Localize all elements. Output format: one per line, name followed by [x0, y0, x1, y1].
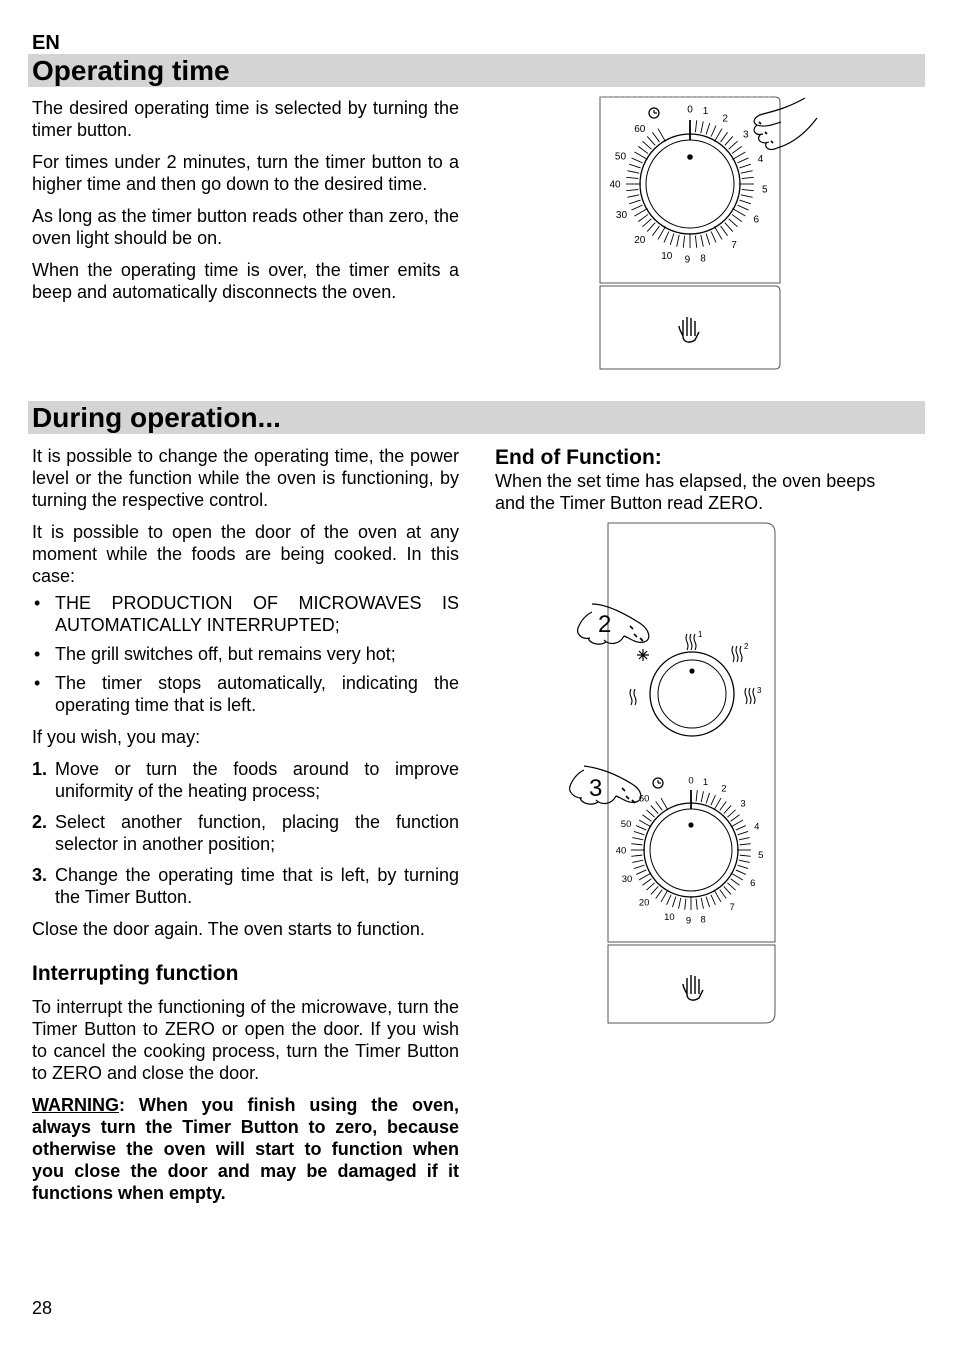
scale-tick: [732, 152, 745, 160]
scale-tick: [738, 831, 748, 834]
scale-tick: [661, 798, 668, 810]
language-code: EN: [32, 32, 60, 54]
timer-knob: [640, 134, 740, 234]
power-label: 2: [744, 642, 749, 651]
timer-scale-label: 3: [742, 129, 749, 141]
scale-tick: [724, 886, 731, 894]
scale-tick: [739, 164, 750, 168]
scale-tick: [651, 805, 658, 813]
paragraph: The desired operating time is selected by turning the timer button.: [32, 98, 459, 140]
timer-scale-label: 30: [615, 210, 628, 222]
scale-tick: [715, 226, 723, 239]
step-text: Select another function, placing the function selector in another position;: [55, 812, 459, 854]
timer-scale-label: 30: [621, 873, 633, 885]
scale-tick: [720, 890, 726, 899]
scale-tick: [738, 865, 748, 868]
timer-scale-label: 9: [684, 254, 691, 266]
paragraph: Close the door again. The oven starts to function.: [32, 919, 425, 939]
timer-scale-label: 4: [757, 153, 764, 165]
scale-tick: [664, 232, 669, 243]
paragraph: To interrupt the functioning of the microwave, turn the Timer Button to ZERO or open the door. If you wish to cancel the cooking process, turn the Timer Button to ZERO and close the door.: [32, 997, 459, 1083]
scale-tick: [727, 810, 735, 817]
scale-tick: [740, 844, 751, 845]
scale-tick: [631, 844, 642, 845]
timer-scale-label: 60: [634, 123, 646, 135]
timer-scale-label: 20: [638, 897, 650, 909]
scale-tick: [652, 226, 659, 236]
scale-tick: [652, 132, 659, 142]
scale-tick: [701, 898, 703, 909]
step-number: 3.: [32, 865, 48, 885]
scale-tick: [711, 795, 715, 805]
timer-scale-ticks: [626, 120, 754, 248]
scale-tick: [738, 158, 749, 163]
scale-tick: [639, 820, 651, 827]
scale-tick: [631, 855, 642, 856]
section-title: Operating time: [32, 55, 230, 86]
scale-tick: [632, 205, 643, 210]
scale-tick: [642, 879, 651, 885]
timer-scale-label: 50: [614, 151, 627, 163]
defrost-icon: [637, 649, 649, 661]
pointing-hand-icon: [578, 604, 649, 644]
timer-scale-label: 10: [661, 250, 673, 262]
scale-tick: [739, 838, 750, 840]
scale-tick: [711, 895, 715, 905]
scale-tick: [685, 899, 686, 910]
scale-tick: [701, 235, 703, 247]
paragraph: If you wish, you may:: [32, 727, 201, 747]
warning-text: : When you finish using the oven, always turn the Timer Button to zero, because otherwise the oven will start to function when you close the door and may be damaged if it functions when empty.: [32, 1095, 459, 1203]
scale-tick: [711, 126, 716, 137]
scale-tick: [636, 870, 646, 874]
scale-tick: [646, 810, 654, 817]
scale-tick: [670, 233, 674, 244]
numbered-list: [32, 758, 459, 908]
scale-tick: [715, 129, 723, 142]
section-title: During operation...: [32, 402, 281, 433]
scale-tick: [739, 200, 750, 204]
timer-scale-label: 0: [687, 104, 693, 116]
scale-tick: [714, 890, 721, 902]
timer-scale-label: 40: [615, 845, 627, 857]
scale-tick: [635, 209, 648, 217]
scale-tick: [634, 831, 644, 834]
scale-tick: [731, 873, 743, 880]
scale-tick: [742, 189, 754, 190]
scale-tick: [683, 236, 684, 248]
power-label: 1: [698, 630, 703, 639]
scale-tick: [696, 790, 697, 801]
scale-tick: [701, 791, 703, 802]
operating-time-text: [32, 97, 459, 313]
clock-icon: [653, 778, 663, 788]
timer-scale-label: 2: [721, 783, 727, 795]
paragraph: It is possible to change the operating time, the power level or the function while the oven is functioning, by turning the respective control.: [32, 446, 459, 510]
warning-paragraph: [32, 1094, 459, 1204]
scale-tick: [706, 897, 709, 907]
timer-scale-label: 8: [700, 253, 706, 265]
scale-tick: [639, 873, 651, 880]
list-item: [32, 758, 459, 802]
scale-tick: [626, 189, 638, 190]
scale-tick: [656, 801, 662, 810]
scale-tick: [667, 895, 671, 905]
scale-tick: [679, 898, 681, 909]
during-operation-text: [32, 445, 459, 1214]
scale-tick: [738, 205, 749, 210]
scale-tick: [731, 820, 743, 827]
paragraph: For times under 2 minutes, turn the timer button to a higher time and then go down to the desired time.: [32, 152, 459, 194]
timer-scale-label: 5: [758, 850, 764, 862]
section-during-operation-heading: [28, 401, 925, 434]
timer-scale-label: 6: [750, 878, 756, 890]
step-text: Change the operating time that is left, by turning the Timer Button.: [55, 865, 459, 907]
subheading-interrupting: Interrupting function: [32, 962, 239, 985]
scale-tick: [638, 215, 648, 222]
control-panel-illustration: [560, 518, 790, 1030]
scale-tick: [732, 215, 742, 222]
scale-tick: [741, 171, 753, 173]
list-item: • THE PRODUCTION OF MICROWAVES IS AUTOMATICALLY INTERRUPTED;: [32, 592, 459, 636]
scale-tick: [638, 146, 648, 153]
list-item: [32, 811, 459, 855]
timer-scale-label: 3: [740, 798, 746, 810]
callout-number: 2: [598, 611, 612, 638]
scale-tick: [714, 798, 721, 810]
scale-tick: [632, 838, 643, 840]
scale-tick: [725, 223, 733, 232]
timer-scale-label: 9: [685, 915, 692, 927]
scale-tick: [731, 815, 740, 821]
scale-tick: [695, 120, 696, 132]
scale-tick: [739, 860, 750, 862]
timer-scale-label: 20: [634, 235, 646, 247]
scale-tick: [731, 879, 740, 885]
subheading-end-of-function: End of Function:: [495, 446, 662, 469]
scale-tick: [658, 226, 666, 239]
timer-scale-label: 10: [664, 911, 675, 923]
scale-tick: [656, 890, 662, 899]
timer-scale-label: 50: [620, 819, 632, 831]
timer-scale-label: 1: [702, 776, 709, 788]
scale-tick: [701, 121, 703, 133]
scale-tick: [632, 860, 643, 862]
scale-tick: [634, 865, 644, 868]
timer-scale-labels: [609, 105, 768, 266]
section-operating-time-heading: [28, 54, 925, 87]
scale-tick: [658, 129, 666, 142]
paragraph: When the operating time is over, the timer emits a beep and automatically disconnects the oven.: [32, 260, 459, 302]
timer-knob: [644, 803, 738, 897]
timer-scale-labels: [616, 775, 764, 926]
pointing-hand-icon: [570, 766, 641, 804]
callout-number: 3: [589, 775, 603, 802]
step-number: 1.: [32, 759, 48, 779]
clock-icon: [649, 108, 659, 118]
list-item: • The grill switches off, but remains very hot;: [32, 643, 459, 665]
scale-tick: [732, 146, 742, 153]
page-number: 28: [32, 1298, 53, 1318]
scale-tick: [646, 883, 654, 890]
scale-tick: [672, 897, 675, 907]
timer-panel-illustration: [595, 92, 830, 374]
hand-icon: [683, 975, 703, 1000]
power-knob: [650, 652, 734, 736]
paragraph: As long as the timer button reads other than zero, the oven light should be on.: [32, 206, 459, 248]
scale-tick: [721, 132, 728, 142]
scale-tick: [627, 171, 639, 173]
scale-tick: [706, 793, 709, 803]
scale-tick: [661, 890, 668, 902]
scale-tick: [727, 883, 735, 890]
scale-tick: [696, 899, 697, 910]
scale-tick: [647, 223, 655, 232]
scale-tick: [629, 164, 640, 168]
timer-scale-ticks: [631, 790, 751, 910]
timer-scale-label: 4: [754, 821, 760, 833]
scale-tick: [642, 219, 651, 227]
timer-scale-label: 6: [753, 214, 760, 226]
timer-scale-label: 7: [729, 901, 735, 913]
scale-tick: [732, 209, 745, 217]
scale-tick: [736, 870, 746, 874]
scale-tick: [627, 195, 639, 197]
scale-tick: [706, 233, 710, 244]
list-item: • The timer stops automatically, indicating the operating time that is left.: [32, 672, 459, 716]
warning-label: WARNING: [32, 1095, 119, 1115]
step-number: 2.: [32, 812, 48, 832]
scale-tick: [647, 136, 655, 145]
timer-scale-label: 0: [688, 775, 694, 787]
scale-tick: [635, 152, 648, 160]
scale-tick: [651, 886, 658, 894]
scale-tick: [741, 195, 753, 197]
timer-scale-label: 60: [638, 793, 650, 805]
timer-scale-label: 2: [722, 113, 728, 125]
list-item: [32, 864, 459, 908]
scale-tick: [642, 141, 651, 149]
scale-tick: [626, 177, 638, 178]
scale-tick: [629, 200, 640, 204]
scale-tick: [677, 235, 679, 247]
scale-tick: [742, 177, 754, 178]
timer-scale-label: 5: [762, 184, 768, 196]
scale-tick: [724, 805, 731, 813]
timer-scale-label: 40: [609, 179, 621, 191]
scale-tick: [636, 826, 646, 830]
scale-tick: [729, 219, 738, 227]
bullet-list: [32, 592, 459, 716]
paragraph: It is possible to open the door of the oven at any moment while the foods are being cooked. In this case:: [32, 522, 459, 586]
scale-tick: [632, 158, 643, 163]
scale-tick: [706, 123, 710, 134]
scale-tick: [721, 226, 728, 236]
hand-icon: [679, 317, 699, 342]
power-label: 3: [757, 686, 762, 695]
scale-tick: [736, 826, 746, 830]
scale-tick: [695, 236, 696, 248]
scale-tick: [740, 855, 751, 856]
timer-scale-label: 7: [731, 240, 737, 252]
scale-tick: [729, 141, 738, 149]
scale-tick: [711, 232, 716, 243]
step-text: Move or turn the foods around to improve uniformity of the heating process;: [55, 759, 459, 801]
end-of-function-block: [495, 446, 910, 514]
pointing-hand-icon: [754, 98, 817, 149]
timer-scale-label: 1: [702, 106, 709, 118]
scale-tick: [720, 801, 726, 810]
scale-tick: [642, 815, 651, 821]
scale-tick: [725, 136, 733, 145]
paragraph: When the set time has elapsed, the oven beeps and the Timer Button read ZERO.: [495, 471, 876, 513]
timer-scale-label: 8: [700, 914, 706, 926]
